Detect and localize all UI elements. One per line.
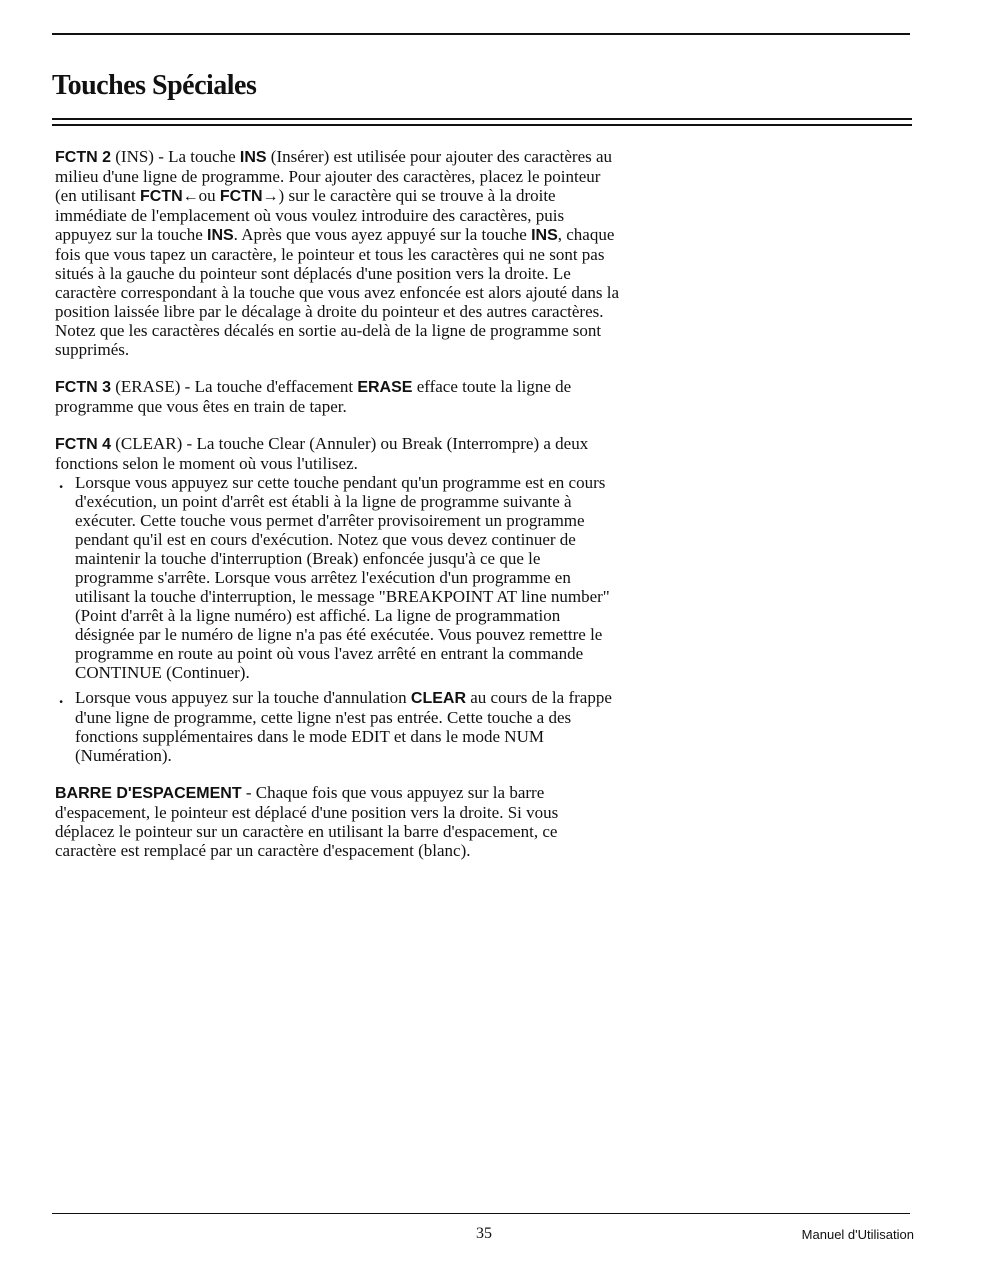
text: (CLEAR) - La touche Clear (Annuler) ou Break (Interrompre) a deux fonctions selon le moment où vous l'utilisez.: [55, 434, 589, 473]
text: (ERASE) - La touche d'effacement: [111, 377, 358, 396]
text: . Après que vous ayez appuyé sur la touche: [233, 225, 532, 244]
list-item: [55, 473, 620, 682]
paragraph-ins: [55, 147, 620, 359]
text: (Insérer) est utilisée pour ajouter des caractères au milieu d'une ligne de programme. Pour ajouter des caractères, placez le pointeur (en utilisant: [55, 147, 613, 205]
top-rule: [52, 33, 910, 35]
clear-bullet-list: [55, 473, 620, 765]
page-title: Touches Spéciales: [52, 70, 257, 101]
key-fctn-right: FCTN→: [219, 188, 279, 205]
title-rule-upper: [52, 118, 912, 120]
key-erase: ERASE: [357, 379, 413, 396]
bullet-icon: .: [59, 473, 64, 492]
bullet-icon: .: [59, 688, 64, 707]
key-fctn2: FCTN 2: [55, 149, 111, 166]
text: - Chaque fois que vous appuyez sur la barre d'espacement, le pointeur est déplacé d'une position vers la droite. Si vous déplacez le pointeur sur un caractère en utilisant la barre d'espacement, ce caractère est remplacé par un caractère d'espacement (blanc).: [55, 783, 559, 860]
key-ins: INS: [239, 149, 267, 166]
key-ins: INS: [531, 227, 558, 244]
key-fctn3: FCTN 3: [55, 379, 111, 396]
paragraph-clear: [55, 434, 620, 473]
text: Lorsque vous appuyez sur la touche d'annulation: [75, 688, 411, 707]
title-rule-lower: [52, 124, 912, 126]
text: Lorsque vous appuyez sur cette touche pendant qu'un programme est en cours d'exécution, un point d'arrêt est établi à la ligne de programme suivante à exécuter. Cette touche vous permet d'arrêter provisoirement un programme pendant qu'il est en cours d'exécution. Notez que vous devez continuer de maintenir la touche d'interruption (Break) enfoncée jusqu'à ce que le programme s'arrête. Lorsque vous arrêtez l'exécution d'un programme en utilisant la touche d'interruption, le message "BREAKPOINT AT line number" (Point d'arrêt à la ligne numéro) est affiché. La ligne de programmation désignée par le numéro de ligne n'a pas été exécutée. Vous pouvez remettre le programme en route au point où vous l'avez arrêté en entrant la commande CONTINUE (Continuer).: [75, 473, 610, 682]
paragraph-erase: [55, 377, 620, 416]
page-number: 35: [476, 1225, 492, 1242]
key-space-bar: BARRE D'ESPACEMENT: [55, 785, 242, 802]
text: (INS) - La touche: [111, 147, 240, 166]
key-fctn4: FCTN 4: [55, 436, 111, 453]
key-ins: INS: [207, 227, 234, 244]
text: efface toute la ligne de programme que vous êtes en train de taper.: [55, 377, 572, 416]
text: au cours de la frappe d'une ligne de programme, cette ligne n'est pas entrée. Cette touche a des fonctions supplémentaires dans le mode EDIT et dans le mode NUM (Numération).: [75, 688, 612, 765]
text: , chaque fois que vous tapez un caractère, le pointeur et tous les caractères qui ne sont pas situés à la gauche du pointeur sont déplacés d'une position vers la droite. Le caractère correspondant à la touche que vous avez enfoncée est alors ajouté dans la position laissée libre par le décalage à droite du pointeur et des autres caractères. Notez que les caractères décalés en sortie au-delà de la ligne de programme sont supprimés.: [55, 225, 620, 359]
text: ) sur le caractère qui se trouve à la droite immédiate de l'emplacement où vous voulez introduire des caractères, puis appuyez sur la touche: [55, 186, 565, 244]
page-body: [55, 147, 620, 878]
list-item: [55, 688, 620, 765]
paragraph-space: [55, 783, 620, 860]
key-fctn-left: FCTN←: [139, 188, 199, 205]
text: ou: [198, 186, 220, 205]
key-clear: CLEAR: [410, 690, 467, 707]
footer-rule: [52, 1213, 910, 1214]
footer-label: Manuel d'Utilisation: [801, 1227, 914, 1242]
